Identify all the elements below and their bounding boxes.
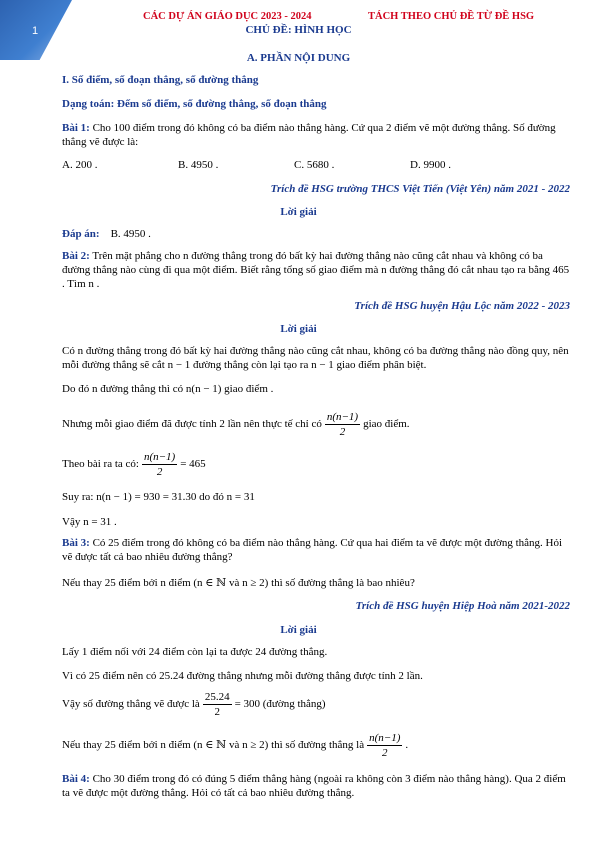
bai2-solution-3 [62, 410, 410, 439]
bai4-question [62, 772, 570, 800]
bai3-label: Bài 3: [62, 537, 90, 549]
bai2-solution-6: Vậy n = 31 . [62, 516, 117, 528]
bai3-fraction-2-numerator: n(n−1) [369, 732, 401, 744]
bai1-answer-value: B. 4950 . [110, 228, 151, 240]
bai1-answer [62, 227, 151, 241]
bai2-fraction-1-numerator: n(n−1) [326, 411, 359, 423]
bai2-fraction-1-denominator: 2 [339, 426, 346, 438]
bai2-solution-3-post: giao điểm. [363, 418, 410, 431]
bai2-text: Trên mặt phẳng cho n đường thẳng trong đó bất kỳ hai đường thẳng nào cũng cắt nhau và không có ba đường thẳng nào cùng đi qua một điểm. Biết rằng tổng số giao điểm mà n đường thẳng đó cắt nhau tạo ra bằng 465 . Tìm n . [62, 250, 570, 290]
bai1-choice-d: D. 9900 . [410, 159, 451, 171]
header-left-title: CÁC DỰ ÁN GIÁO DỤC 2023 - 2024 [143, 11, 312, 22]
bai2-solution-1: Có n đường thẳng trong đó bất kỳ hai đường thẳng nào cũng cắt nhau, không có ba đường thẳng nào đồng quy, nên mỗi đường thẳng sẽ cắt n − 1 đường thẳng còn lại tạo ra n − 1 giao điểm phân biệt. [62, 345, 569, 371]
bai4-text: Cho 30 điểm trong đó có đúng 5 điểm thẳng hàng (ngoài ra không còn 3 điểm nào thẳng hàng). Qua 2 điểm ta vẽ được một đường thẳng. Hỏi có tất cả bao nhiêu đường thẳng. [62, 773, 566, 799]
bai3-source: Trích đề HSG huyện Hiệp Hoà năm 2021-2022 [355, 600, 570, 612]
bai1-text: Cho 100 điểm trong đó không có ba điểm nào thẳng hàng. Cứ qua 2 điểm vẽ một đường thẳng. Số đường thẳng vẽ được là: [62, 122, 556, 148]
bai2-solution-3-pre: Nhưng mỗi giao điểm đã được tính 2 lần nên thực tế chỉ có [62, 418, 322, 431]
bai2-solution-4-pre: Theo bài ra ta có: [62, 458, 139, 471]
heading-2: Dạng toán: Đếm số điểm, số đường thẳng, số đoạn thẳng [62, 98, 327, 110]
bai3-question-2: Nếu thay 25 điểm bởi n điểm (n ∈ ℕ và n ≥ 2) thì số đường thẳng là bao nhiêu? [62, 577, 415, 589]
bai4-label: Bài 4: [62, 773, 90, 785]
bai1-choice-c: C. 5680 . [294, 159, 335, 171]
bai3-solution-heading: Lời giải [280, 624, 317, 636]
bai1-choice-a: A. 200 . [62, 159, 98, 171]
bai2-question [62, 249, 570, 291]
bai2-fraction-2-numerator: n(n−1) [143, 451, 176, 463]
bai2-fraction-2-denominator: 2 [156, 466, 163, 478]
bai2-label: Bài 2: [62, 250, 90, 262]
bai1-answer-label: Đáp án: [62, 228, 100, 240]
bai3-solution-3-post: = 300 (đường thẳng) [234, 698, 326, 711]
bai2-fraction-2 [142, 450, 177, 479]
bai3-fraction-2-denominator: 2 [382, 747, 388, 759]
bai1-question [62, 121, 570, 149]
bai3-fraction-1-numerator: 25.24 [204, 691, 230, 703]
bai3-solution-3-pre: Vậy số đường thẳng vẽ được là [62, 698, 200, 711]
bai1-choice-b: B. 4950 . [178, 159, 219, 171]
bai3-fraction-1 [203, 690, 232, 719]
bai1-source: Trích đề HSG trường THCS Việt Tiến (Việt Yên) năm 2021 - 2022 [270, 183, 570, 195]
bai3-question [62, 536, 570, 564]
bai3-solution-4-pre: Nếu thay 25 điểm bởi n điểm (n ∈ ℕ và n ≥ 2) thì số đường thẳng là [62, 739, 365, 752]
bai2-solution-4-post: = 465 [180, 458, 206, 471]
bai3-solution-3 [62, 690, 326, 719]
bai2-solution-4 [62, 450, 206, 479]
bai2-solution-heading: Lời giải [280, 323, 317, 335]
bai2-source: Trích đề HSG huyện Hậu Lộc năm 2022 - 2023 [354, 300, 570, 312]
bai2-solution-5: Suy ra: n(n − 1) = 930 = 31.30 do đó n = 31 [62, 491, 255, 503]
page-number: 1 [32, 25, 39, 37]
bai3-solution-4 [62, 731, 408, 760]
bai3-text: Có 25 điểm trong đó không có ba điểm nào thẳng hàng. Cứ qua hai điểm ta vẽ được một đường thẳng. Hỏi vẽ được tất cả bao nhiêu đường thẳng? [62, 537, 563, 563]
header-right-title: TÁCH THEO CHỦ ĐỀ TỪ ĐỀ HSG [368, 11, 535, 22]
bai2-fraction-1 [325, 410, 360, 439]
bai3-solution-4-post: . [405, 739, 409, 752]
bai3-solution-1: Lấy 1 điểm nối với 24 điểm còn lại ta được 24 đường thẳng. [62, 646, 328, 658]
bai1-label: Bài 1: [62, 122, 90, 134]
subject-title: CHỦ ĐỀ: HÌNH HỌC [245, 24, 352, 36]
section-title: A. PHẦN NỘI DUNG [246, 52, 351, 64]
bai1-solution-heading: Lời giải [280, 206, 317, 218]
bai3-solution-2: Vì có 25 điểm nên có 25.24 đường thẳng nhưng mỗi đường thẳng được tính 2 lần. [62, 670, 423, 682]
bai2-solution-2: Do đó n đường thẳng thì có n(n − 1) giao điểm . [62, 383, 274, 395]
bai3-fraction-2 [367, 731, 402, 760]
heading-1: I. Số điểm, số đoạn thẳng, số đường thẳng [62, 74, 259, 86]
bai3-fraction-1-denominator: 2 [214, 706, 220, 718]
